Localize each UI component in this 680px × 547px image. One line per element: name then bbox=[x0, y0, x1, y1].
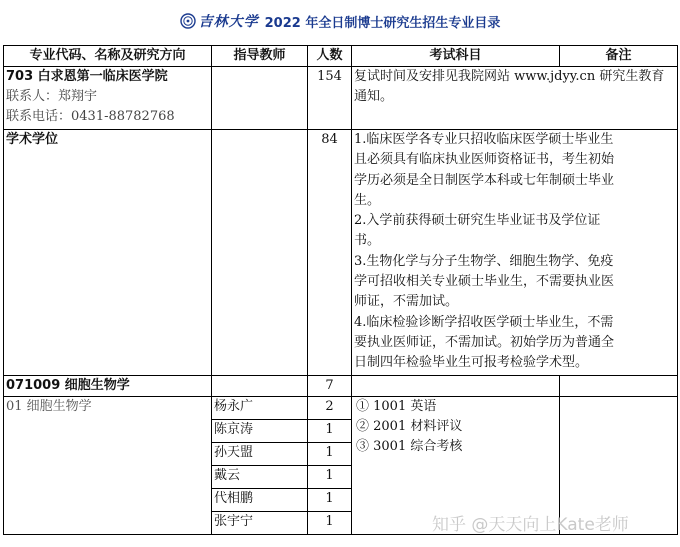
university-logo bbox=[180, 11, 259, 31]
catalog-table bbox=[3, 45, 678, 535]
major-cell bbox=[4, 376, 212, 397]
watermark: 知乎 @天天向上Kate老师 bbox=[432, 515, 629, 535]
major-count: 7 bbox=[308, 376, 352, 397]
degree-advisor-cell bbox=[212, 130, 308, 376]
exam-subject: ③ 3001 综合考核 bbox=[356, 439, 463, 454]
college-contact: 联系人：郑翔宇 bbox=[6, 89, 98, 104]
col-header-count: 人数 bbox=[308, 46, 352, 67]
advisor-name: 孙天盟 bbox=[212, 443, 308, 466]
exam-subject: ② 2001 材料评议 bbox=[356, 419, 463, 434]
degree-note-line: 日制四年检验毕业生可报考检验学术型。 bbox=[354, 355, 589, 371]
col-header-advisor: 指导教师 bbox=[212, 46, 308, 67]
advisor-name: 张宇宁 bbox=[212, 512, 308, 535]
degree-notes bbox=[352, 130, 678, 376]
degree-count: 84 bbox=[308, 130, 352, 376]
table-header-row bbox=[4, 46, 678, 67]
advisor-count: 1 bbox=[308, 420, 352, 443]
degree-label: 学术学位 bbox=[6, 132, 59, 147]
major-exam-cell bbox=[352, 376, 560, 397]
college-phone: 联系电话：0431-88782768 bbox=[6, 109, 175, 124]
direction-name: 01 细胞生物学 bbox=[6, 399, 92, 414]
degree-note-line: 生。 bbox=[354, 192, 381, 208]
advisor-name: 杨永广 bbox=[212, 397, 308, 420]
direction-cell bbox=[4, 397, 212, 535]
university-name: 吉林大学 bbox=[198, 14, 259, 30]
major-name: 071009 细胞生物学 bbox=[6, 378, 130, 393]
degree-note-line: 书。 bbox=[354, 233, 381, 249]
advisor-name: 陈京涛 bbox=[212, 420, 308, 443]
degree-note-line: 2.入学前获得硕士研究生毕业证书及学位证 bbox=[354, 213, 601, 229]
degree-cell bbox=[4, 130, 212, 376]
college-name: 703 白求恩第一临床医学院 bbox=[6, 69, 168, 84]
exam-subject: ① 1001 英语 bbox=[356, 399, 437, 414]
degree-note-line: 学可招收相关专业硕士毕业生，不需要执业医 bbox=[354, 274, 615, 290]
college-cell bbox=[4, 67, 212, 130]
col-header-major: 专业代码、名称及研究方向 bbox=[4, 46, 212, 67]
advisor-name: 戴云 bbox=[212, 466, 308, 489]
advisor-count: 1 bbox=[308, 466, 352, 489]
degree-note-line: 要执业医师证，不需加试。初始学历为普通全 bbox=[354, 334, 615, 350]
major-remarks-cell bbox=[560, 376, 678, 397]
major-row bbox=[4, 376, 678, 397]
page-title: 2022 年全日制博士研究生招生专业目录 bbox=[264, 15, 501, 31]
college-count: 154 bbox=[308, 67, 352, 130]
degree-note-line: 师证，不需加试。 bbox=[354, 294, 459, 310]
col-header-exam: 考试科目 bbox=[352, 46, 560, 67]
college-advisor-cell bbox=[212, 67, 308, 130]
major-advisor-cell bbox=[212, 376, 308, 397]
advisor-count: 2 bbox=[308, 397, 352, 420]
degree-note-line: 3.生物化学与分子生物学、细胞生物学、免疫 bbox=[354, 253, 614, 269]
advisor-row bbox=[4, 397, 678, 420]
degree-row bbox=[4, 130, 678, 376]
advisor-count: 1 bbox=[308, 512, 352, 535]
advisor-name: 代相鹏 bbox=[212, 489, 308, 512]
degree-note-line: 1.临床医学各专业只招收临床医学硕士毕业生 bbox=[354, 132, 614, 147]
advisor-count: 1 bbox=[308, 443, 352, 466]
col-header-remarks: 备注 bbox=[560, 46, 678, 67]
degree-note-line: 4.临床检验诊断学招收医学硕士毕业生，不需 bbox=[354, 314, 614, 330]
page-header bbox=[0, 8, 680, 34]
degree-note-line: 且必须具有临床执业医师资格证书，考生初始 bbox=[354, 152, 615, 168]
advisor-count: 1 bbox=[308, 489, 352, 512]
degree-note-line: 学历必须是全日制医学本科或七年制硕士毕业 bbox=[354, 172, 615, 188]
college-note: 复试时间及安排见我院网站 www.jdyy.cn 研究生教育通知。 bbox=[352, 67, 678, 130]
university-seal-icon bbox=[180, 13, 196, 29]
college-row bbox=[4, 67, 678, 130]
